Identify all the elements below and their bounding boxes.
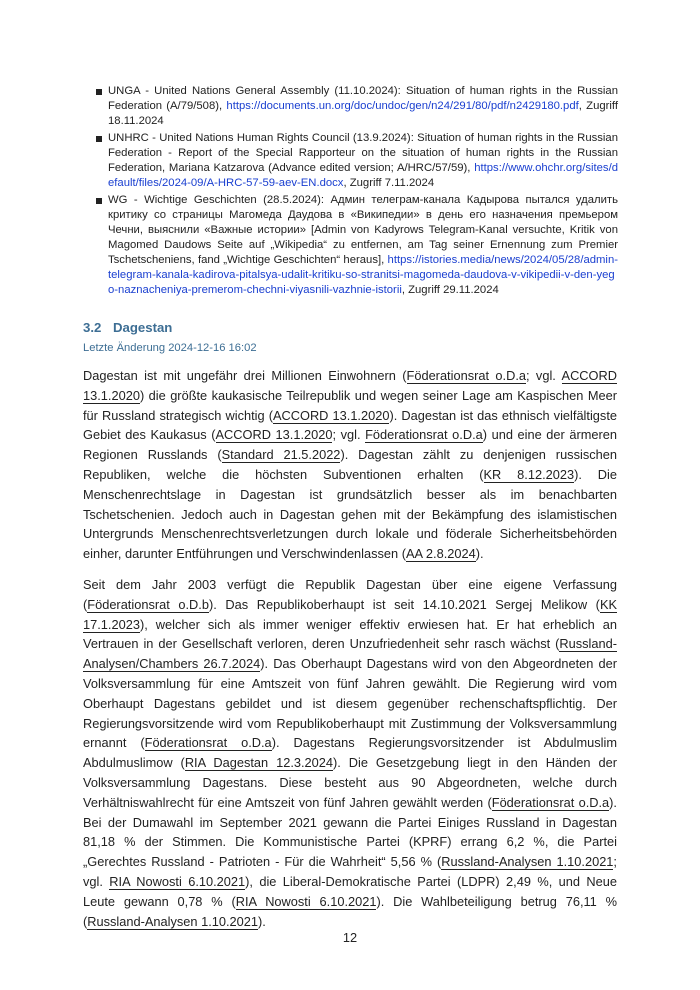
paragraph-text: ). Bei der Dumawahl im September 2021 gewann die Partei Einiges Russland in Dagestan 81,18 % der Stimmen. Die Kommunistische Partei (KPRF) errang 6,2 %, die Partei „Gerechtes Russland - Patrioten - Für die Wahrheit“ 5,56 % ( — [83, 794, 617, 870]
body-paragraph — [83, 575, 617, 931]
citation-link[interactable]: ACCORD 13.1.2020 — [272, 407, 390, 423]
paragraph-text: Dagestan ist mit ungefähr drei Millionen Einwohnern ( — [83, 368, 407, 383]
citation-link[interactable]: RIA Nowosti 6.10.2021 — [109, 873, 246, 889]
citation-link[interactable]: AA 2.8.2024 — [405, 546, 476, 562]
paragraph-text: ), die Liberal-Demokratische Partei (LDPR) 2,49 %, und Neue Leute gewann 0,78 % ( — [83, 873, 617, 909]
reference-link[interactable]: https://www.ohchr.org/sites/default/files/2024-09/A-HRC-57-59-aev-EN.docx — [108, 162, 618, 189]
citation-link[interactable]: KR 8.12.2023 — [483, 466, 575, 482]
citation-link[interactable]: Föderationsrat o.D.b — [87, 596, 209, 612]
section-body — [83, 366, 617, 942]
reference-access-date: , Zugriff 18.11.2024 — [108, 100, 618, 127]
paragraph-text: ), welcher sich als immer weniger effektiv erwiesen hat. Er hat erheblich an Vertrauen in der Gesellschaft verloren, deren Unzufriedenheit sehr rasch wächst ( — [83, 616, 617, 652]
section-heading — [83, 320, 172, 335]
paragraph-text: ). Die Gesetzgebung liegt in den Händen der Volksversammlung Dagestans. Diese besteht aus 90 Abgeordneten, welche durch Verhältniswahlrecht für eine Amtszeit von fünf Jahren gewählt werden ( — [83, 755, 617, 810]
paragraph-text: ; vgl. — [526, 368, 562, 383]
citation-link[interactable]: Standard 21.5.2022 — [221, 447, 341, 463]
citation-link[interactable]: Föderationsrat o.D.a — [365, 427, 483, 443]
paragraph-text: ). Die Wahlbeteiligung betrug 76,11 % ( — [83, 893, 617, 929]
paragraph-text: ). Das Oberhaupt Dagestans wird von den Abgeordneten der Volksversammlung für eine Amtszeit von fünf Jahren gewählt. Die Regierung wird vom Oberhaupt Dagestans gebildet und ist diesem gegenüber rechenschaftspflichtig. Der Regierungsvorsitzende wird vom Republikoberhaupt mit Zustimmung der Volksversammlung ernannt ( — [83, 656, 617, 751]
citation-link[interactable]: ACCORD 13.1.2020 — [83, 368, 617, 403]
reference-item — [96, 131, 618, 191]
reference-access-date: , Zugriff 7.11.2024 — [343, 177, 435, 189]
paragraph-text: ). Dagestan zählt zu denjenigen russischen Republiken, welche die höchsten Subventionen erhalten ( — [83, 447, 617, 482]
citation-link[interactable]: Russland-Analysen 1.10.2021 — [441, 854, 614, 870]
reference-link[interactable]: https://documents.un.org/doc/undoc/gen/n24/291/80/pdf/n2429180.pdf — [226, 100, 579, 112]
citation-link[interactable]: Russland-Analysen 1.10.2021 — [87, 913, 259, 929]
citation-link[interactable]: ACCORD 13.1.2020 — [215, 427, 333, 443]
body-paragraph — [83, 366, 617, 564]
citation-link[interactable]: RIA Nowosti 6.10.2021 — [235, 893, 377, 909]
citation-link[interactable]: Föderationsrat o.D.a — [491, 794, 610, 810]
citation-link[interactable]: Föderationsrat o.D.a — [144, 735, 272, 751]
paragraph-text: ). Das Republikoberhaupt ist seit 14.10.2021 Sergej Melikow ( — [208, 596, 600, 612]
paragraph-text: ). — [475, 546, 484, 562]
reference-text: WG - Wichtige Geschichten (28.5.2024): Админ телеграм-канала Кадырова пытался удалить критику со страницы Магомеда Даудова в «Википедии» в день его назначения премьером Чечни, выяснили «Важные истории» [Admin von Kadyrows Telegram-Kanal versuchte, Kritik von Magomed Daudows Seite auf „Wikipedia“ zu entfernen, am Tag seiner Ernennung zum Premier Tschetscheniens, fand „Wichtige Geschichten“ heraus], — [108, 194, 618, 266]
reference-link[interactable]: https://istories.media/news/2024/05/28/admin-telegram-kanala-kadirova-pitalsya-udalit-kritiku-so-stranitsi-magomeda-daudova-v-vikipedii-v-den-yego-naznacheniya-premerom-chechni-viyasnili-vazhnie-istorii — [108, 254, 618, 296]
reference-text: UNGA - United Nations General Assembly (11.10.2024): Situation of human rights in the Russian Federation (A/79/508), — [108, 85, 618, 112]
page-number: 12 — [342, 930, 358, 945]
citation-link[interactable]: KK 17.1.2023 — [83, 596, 618, 632]
reference-list — [96, 84, 618, 300]
citation-link[interactable]: Russland-Analysen/Chambers 26.7.2024 — [83, 636, 617, 672]
paragraph-text: ) die größte kaukasische Teilrepublik und wegen seiner Lage am Kaspischen Meer für Russland strategisch wichtig ( — [83, 387, 617, 423]
paragraph-text: ; vgl. — [83, 854, 617, 889]
paragraph-text: ) und eine der ärmeren Regionen Russlands ( — [83, 427, 617, 463]
paragraph-text: Seit dem Jahr 2003 verfügt die Republik Dagestan über eine eigene Verfassung ( — [83, 576, 617, 612]
reference-text: UNHRC - United Nations Human Rights Council (13.9.2024): Situation of human rights in the Russian Federation - Report of the Special Rapporteur on the situation of human rights in the Russian Federation, Mariana Katzarova (Advance edited version; A/HRC/57/59), — [108, 132, 618, 174]
paragraph-text: ). — [258, 913, 266, 929]
paragraph-text: ). Die Menschenrechtslage in Dagestan ist grundsätzlich besser als im benachbarten Tschetschenien. Jedoch auch in Dagestan gehen mit der Bekämpfung des islamistischen Untergrunds Menschenrechtsverletzungen durch lokale und föderale Sicherheitsbehörden einher, darunter Entführungen und Verschwindenlassen ( — [83, 466, 617, 562]
reference-item — [96, 193, 618, 298]
paragraph-text: ). Dagestan ist das ethnisch vielfältigste Gebiet des Kaukasus ( — [83, 407, 617, 443]
paragraph-text: ; vgl. — [332, 427, 366, 443]
section-number: 3.2 — [83, 320, 102, 335]
reference-item — [96, 84, 618, 129]
section-title: Dagestan — [113, 320, 173, 335]
citation-link[interactable]: Föderationsrat o.D.a — [406, 368, 526, 383]
last-change-date: Letzte Änderung 2024-12-16 16:02 — [83, 342, 257, 354]
citation-link[interactable]: RIA Dagestan 12.3.2024 — [184, 755, 334, 771]
paragraph-text: ). Dagestans Regierungsvorsitzender ist Abdulmuslim Abdulmuslimow ( — [83, 735, 617, 771]
reference-access-date: , Zugriff 29.11.2024 — [401, 284, 499, 296]
